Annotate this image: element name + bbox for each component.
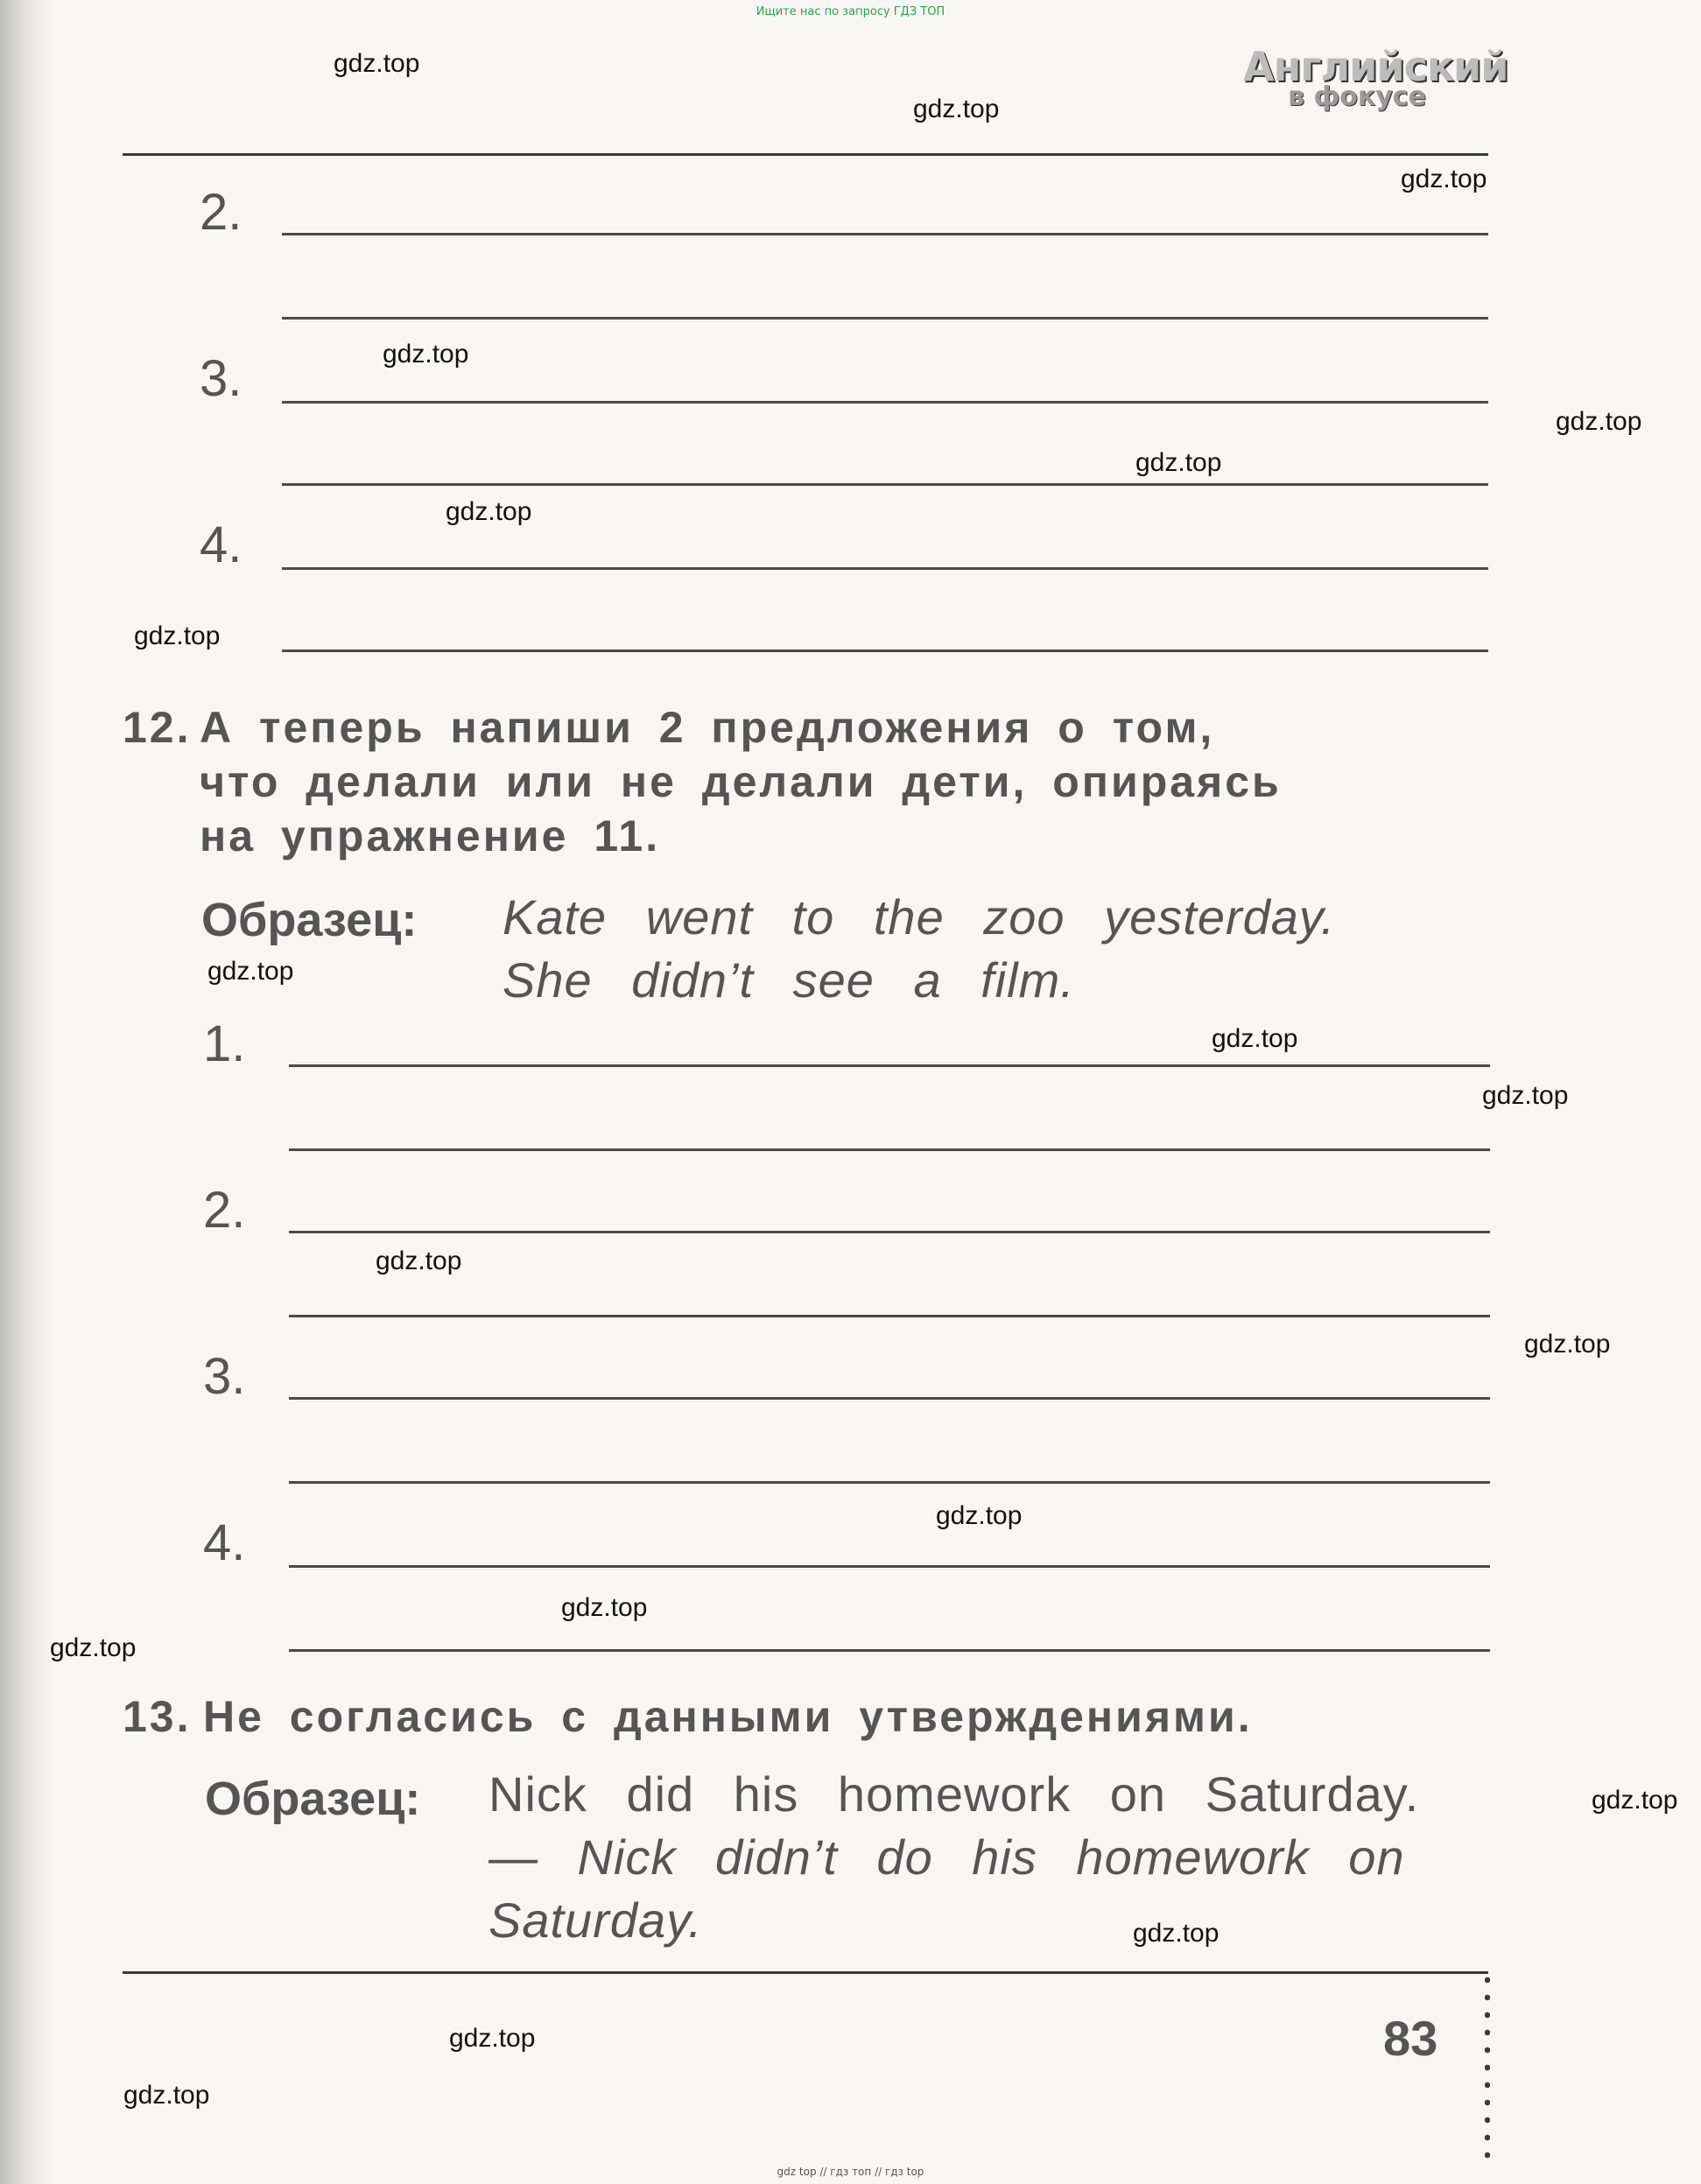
sample-statement: Nick did his homework on Saturday. <box>489 1766 1420 1822</box>
answer-line[interactable] <box>289 1315 1490 1317</box>
watermark: gdz.top <box>561 1593 648 1622</box>
answer-line[interactable] <box>282 401 1488 404</box>
header-rule <box>123 153 1488 156</box>
watermark: gdz.top <box>334 49 420 78</box>
bottom-banner[interactable]: gdz top // гдз топ // гдз top <box>777 2166 924 2178</box>
sample-label: Образец: <box>201 894 418 946</box>
watermark: gdz.top <box>1401 165 1487 193</box>
watermark: gdz.top <box>1524 1330 1611 1359</box>
watermark: gdz.top <box>913 95 1000 123</box>
sample-sentence: Kate went to the zoo yesterday. <box>503 889 1336 945</box>
perforation-dots <box>1485 1971 1490 2159</box>
answer-line[interactable] <box>289 1565 1490 1568</box>
answer-line[interactable] <box>289 1481 1490 1484</box>
answer-line[interactable] <box>289 1649 1490 1652</box>
watermark: gdz.top <box>50 1633 137 1662</box>
answer-line[interactable] <box>289 1231 1490 1233</box>
watermark: gdz.top <box>1135 448 1222 477</box>
series-logo <box>1243 43 1508 112</box>
exercise-number: 12. <box>123 703 192 752</box>
item-number: 3. <box>200 350 242 407</box>
answer-line[interactable] <box>282 567 1488 570</box>
sample-sentence: She didn’t see a film. <box>503 952 1075 1008</box>
watermark: gdz.top <box>134 621 221 650</box>
sample-label: Образец: <box>205 1773 421 1825</box>
watermark: gdz.top <box>383 340 469 369</box>
item-number: 4. <box>203 1514 246 1571</box>
watermark: gdz.top <box>1133 1919 1220 1948</box>
item-number: 2. <box>203 1182 246 1239</box>
answer-line[interactable] <box>282 650 1488 652</box>
watermark: gdz.top <box>446 497 532 526</box>
answer-line[interactable] <box>282 317 1488 320</box>
logo-subtitle: в фокусе <box>1288 81 1426 112</box>
watermark: gdz.top <box>1482 1081 1569 1110</box>
exercise-instruction: Не согласись с данными утверждениями. <box>203 1692 1253 1741</box>
exercise-number: 13. <box>123 1692 192 1741</box>
exercise-instruction-line: на упражнение 11. <box>200 811 661 860</box>
answer-line[interactable] <box>289 1148 1490 1151</box>
item-number: 1. <box>203 1015 246 1072</box>
item-number: 2. <box>200 184 242 241</box>
item-number: 3. <box>203 1348 246 1405</box>
logo-title: Английский <box>1243 43 1508 90</box>
sample-answer: Saturday. <box>489 1893 703 1948</box>
exercise-instruction-line: А теперь напиши 2 предложения о том, <box>200 703 1215 752</box>
answer-line[interactable] <box>282 233 1488 235</box>
sample-answer: — Nick didn’t do his homework on <box>489 1829 1405 1885</box>
answer-line[interactable] <box>289 1064 1490 1067</box>
watermark: gdz.top <box>376 1246 462 1275</box>
watermark: gdz.top <box>1592 1786 1678 1815</box>
watermark: gdz.top <box>123 2081 210 2110</box>
watermark: gdz.top <box>936 1501 1023 1530</box>
answer-line[interactable] <box>289 1397 1490 1400</box>
page-number: 83 <box>1383 2011 1438 2066</box>
exercise-instruction-line: что делали или не делали дети, опираясь <box>200 757 1282 806</box>
book-spine-shadow <box>0 0 53 2184</box>
item-number: 4. <box>200 516 242 573</box>
answer-line[interactable] <box>282 483 1488 486</box>
watermark: gdz.top <box>1556 407 1642 436</box>
footer-rule <box>123 1971 1488 1974</box>
watermark: gdz.top <box>449 2024 536 2053</box>
watermark: gdz.top <box>207 957 294 986</box>
watermark: gdz.top <box>1212 1024 1298 1053</box>
top-banner[interactable]: Ищите нас по запросу ГДЗ ТОП <box>756 5 945 18</box>
